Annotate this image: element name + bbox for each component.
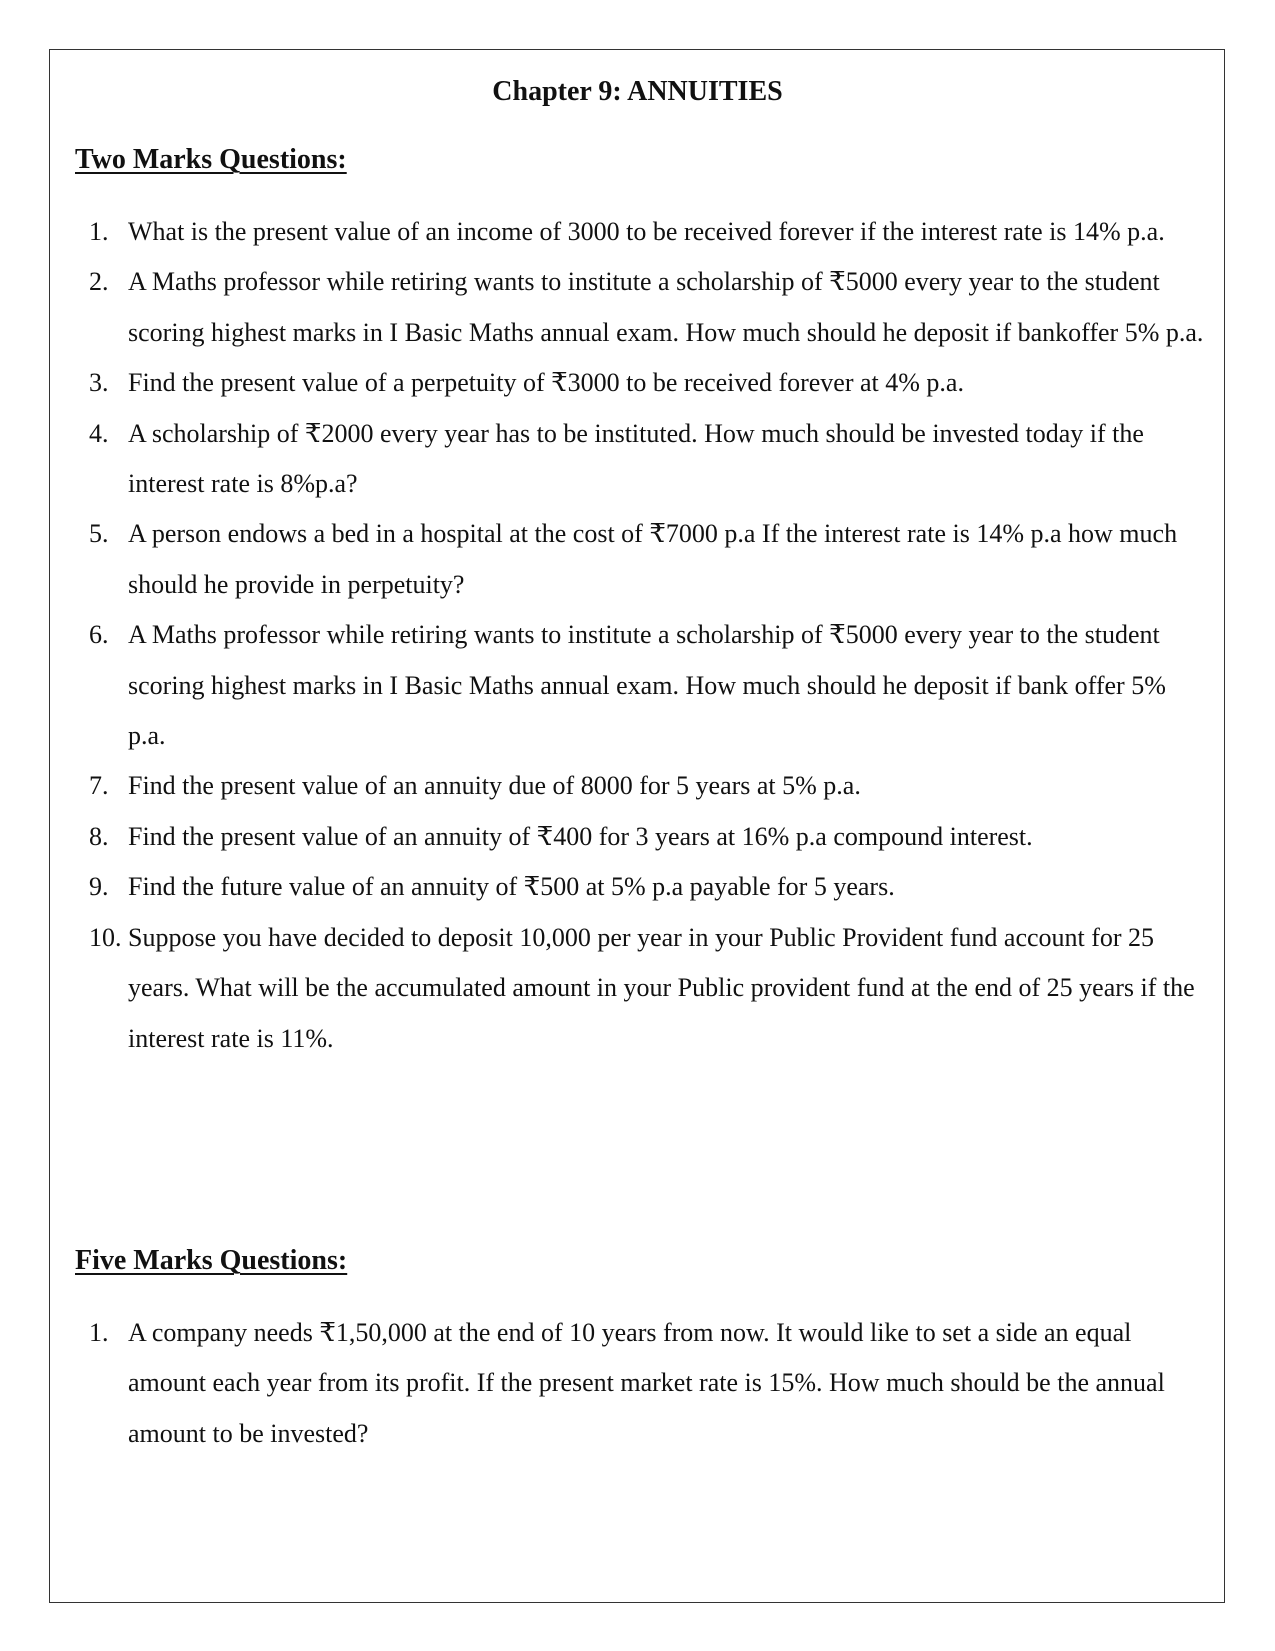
question-number: 5. xyxy=(89,519,109,549)
question-item xyxy=(0,812,1275,862)
chapter-title: Chapter 9: ANNUITIES xyxy=(492,76,783,107)
question-item xyxy=(0,862,1275,912)
question-text: A company needs ₹1,50,000 at the end of 10 years from now. It would like to set a side an equal amount each year from its profit. If the present market rate is 15%. How much should be the annual amount to be invested? xyxy=(128,1318,1165,1448)
question-item xyxy=(0,1308,1275,1459)
question-text: A Maths professor while retiring wants to institute a scholarship of ₹5000 every year to the student scoring highest marks in I Basic Maths annual exam. How much should he deposit if bank offer 5% p.a. xyxy=(128,620,1166,751)
question-item xyxy=(0,358,1275,408)
question-number: 9. xyxy=(89,872,109,902)
five-marks-heading: Five Marks Questions: xyxy=(75,1245,348,1276)
question-item xyxy=(0,761,1275,811)
question-text: What is the present value of an income of 3000 to be received forever if the interest rate is 14% p.a. xyxy=(128,217,1165,246)
question-number: 1. xyxy=(89,1318,109,1347)
question-text: A Maths professor while retiring wants to institute a scholarship of ₹5000 every year to the student scoring highest marks in I Basic Maths annual exam. How much should he deposit if bankoffer 5% p.a. xyxy=(128,267,1204,347)
two-marks-heading: Two Marks Questions: xyxy=(75,144,347,175)
question-text: Find the present value of a perpetuity of ₹3000 to be received forever at 4% p.a. xyxy=(128,368,964,398)
five-marks-question-list xyxy=(0,1308,1275,1459)
question-text: Find the present value of an annuity due of 8000 for 5 years at 5% p.a. xyxy=(128,771,861,801)
question-number: 8. xyxy=(89,821,109,851)
question-item xyxy=(0,610,1275,761)
question-text: A scholarship of ₹2000 every year has to be instituted. How much should be invested today if the interest rate is 8%p.a? xyxy=(128,418,1144,499)
question-number: 7. xyxy=(89,771,109,801)
question-number: 4. xyxy=(89,418,109,448)
question-item xyxy=(0,913,1275,1064)
question-number: 1. xyxy=(89,217,109,246)
two-marks-question-list xyxy=(0,207,1275,1064)
question-item xyxy=(0,257,1275,358)
question-text: A person endows a bed in a hospital at the cost of ₹7000 p.a If the interest rate is 14% p.a how much should he provide in perpetuity? xyxy=(128,519,1178,599)
question-item xyxy=(0,509,1275,610)
question-item xyxy=(0,207,1275,257)
question-number: 10. xyxy=(89,922,122,952)
question-item xyxy=(0,409,1275,510)
question-text: Find the present value of an annuity of ₹400 for 3 years at 16% p.a compound interest. xyxy=(128,821,1033,851)
question-number: 6. xyxy=(89,620,109,650)
question-text: Suppose you have decided to deposit 10,000 per year in your Public Provident fund account for 25 years. What will be the accumulated amount in your Public provident fund at the end of 25 years if the interest rate is 11%. xyxy=(128,922,1195,1053)
question-text: Find the future value of an annuity of ₹500 at 5% p.a payable for 5 years. xyxy=(128,872,895,902)
question-number: 2. xyxy=(89,267,109,297)
question-number: 3. xyxy=(89,368,109,398)
